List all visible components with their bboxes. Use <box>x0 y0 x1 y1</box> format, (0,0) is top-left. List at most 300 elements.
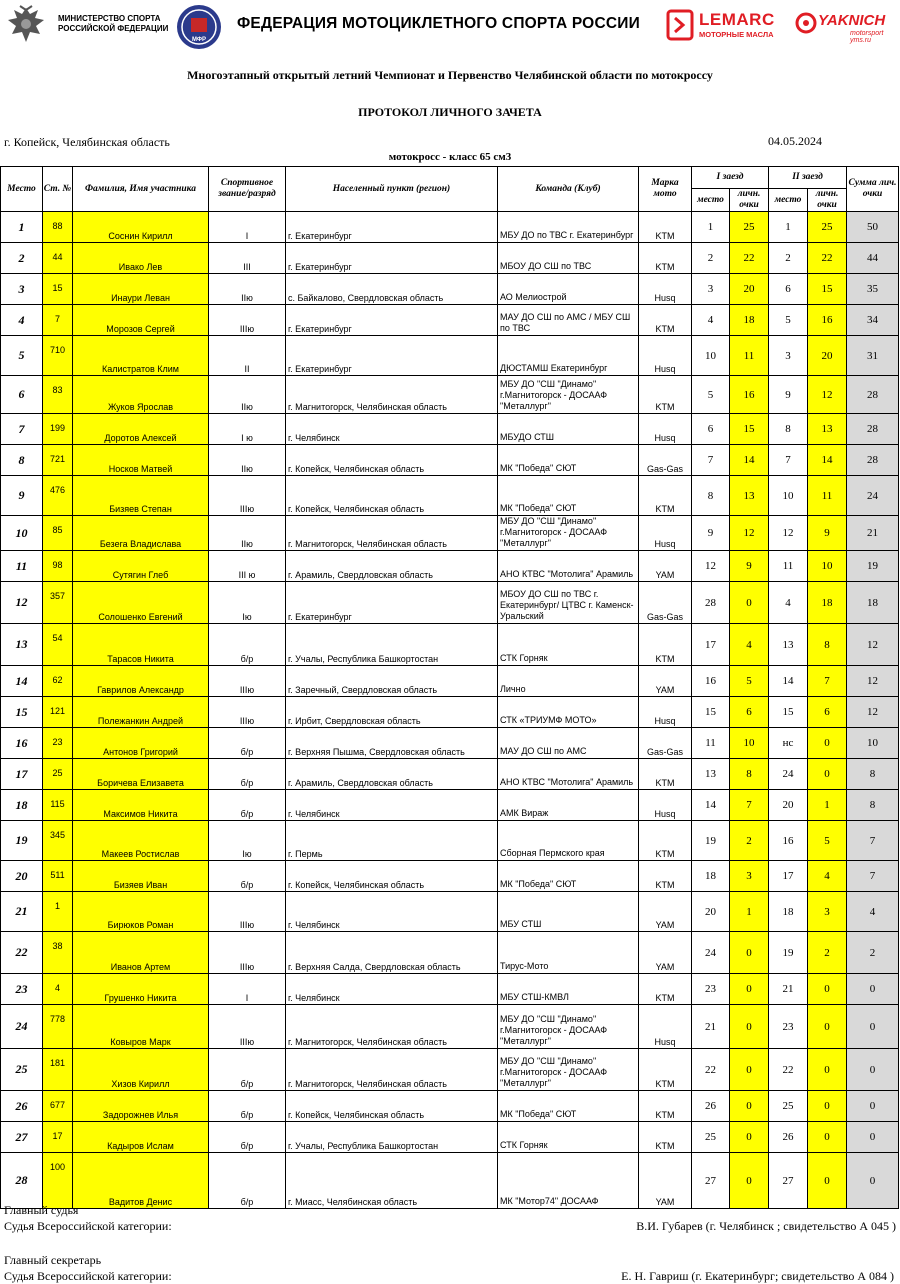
row-race-2-points: 3 <box>808 892 847 932</box>
col-team: Команда (Клуб) <box>498 167 639 212</box>
row-name: Носков Матвей <box>73 445 209 476</box>
row-sum: 12 <box>847 624 899 666</box>
row-race-1-place: 12 <box>692 551 730 582</box>
row-name: Жуков Ярослав <box>73 376 209 414</box>
row-race-2-place: 23 <box>769 1005 808 1049</box>
row-race-2-place: 14 <box>769 666 808 697</box>
row-number: 199 <box>43 414 73 445</box>
row-race-1-points: 16 <box>730 376 769 414</box>
col-name: Фамилия, Имя участника <box>73 167 209 212</box>
row-city: г. Челябинск <box>286 892 498 932</box>
yaknich-name: YAKNICH <box>818 12 886 29</box>
table-row <box>1 624 899 666</box>
row-race-1-points: 5 <box>730 666 769 697</box>
table-row <box>1 1091 899 1122</box>
row-city: г. Магнитогорск, Челябинская область <box>286 516 498 551</box>
row-race-2-place: 12 <box>769 516 808 551</box>
row-rank: I ю <box>209 414 286 445</box>
row-place: 11 <box>1 551 43 582</box>
row-sum: 7 <box>847 821 899 861</box>
row-number: 677 <box>43 1091 73 1122</box>
row-race-2-points: 7 <box>808 666 847 697</box>
lemarc-name: LEMARC <box>699 10 775 29</box>
row-city: г. Магнитогорск, Челябинская область <box>286 1005 498 1049</box>
row-race-2-place: 10 <box>769 476 808 516</box>
row-place: 26 <box>1 1091 43 1122</box>
table-row <box>1 274 899 305</box>
row-rank: б/р <box>209 1049 286 1091</box>
row-race-2-place: 19 <box>769 932 808 974</box>
col-moto: Марка мото <box>639 167 692 212</box>
row-place: 8 <box>1 445 43 476</box>
row-number: 15 <box>43 274 73 305</box>
row-team: МБОУ ДО СШ по ТВС г. Екатеринбург/ ЦТВС г. Каменск-Уральский <box>498 582 639 624</box>
row-race-2-place: 25 <box>769 1091 808 1122</box>
row-place: 12 <box>1 582 43 624</box>
row-place: 15 <box>1 697 43 728</box>
row-place: 1 <box>1 212 43 243</box>
yaknich-subtitle: motorsport yms.ru <box>850 30 884 44</box>
row-race-1-place: 17 <box>692 624 730 666</box>
event-location: г. Копейск, Челябинская область <box>4 135 170 149</box>
row-rank: IIю <box>209 445 286 476</box>
row-place: 14 <box>1 666 43 697</box>
row-team: МК "Мотор74" ДОСААФ <box>498 1153 639 1209</box>
row-number: 88 <box>43 212 73 243</box>
table-row <box>1 336 899 376</box>
row-team: МБУ ДО по ТВС г. Екатеринбург <box>498 212 639 243</box>
row-number: 710 <box>43 336 73 376</box>
row-race-2-place: 17 <box>769 861 808 892</box>
row-moto: YAM <box>639 932 692 974</box>
protocol-title: ПРОТОКОЛ ЛИЧНОГО ЗАЧЕТА <box>358 105 542 119</box>
table-row <box>1 212 899 243</box>
row-name: Боричева Елизавета <box>73 759 209 790</box>
table-row <box>1 697 899 728</box>
row-race-1-points: 0 <box>730 1122 769 1153</box>
row-team: МБУ СТШ <box>498 892 639 932</box>
row-race-2-place: 5 <box>769 305 808 336</box>
row-team: МБУДО СТШ <box>498 414 639 445</box>
row-rank: I <box>209 974 286 1005</box>
row-race-1-points: 0 <box>730 1091 769 1122</box>
row-rank: IIю <box>209 516 286 551</box>
row-place: 23 <box>1 974 43 1005</box>
table-row <box>1 445 899 476</box>
row-race-1-place: 27 <box>692 1153 730 1209</box>
row-moto: KTM <box>639 305 692 336</box>
row-race-2-points: 0 <box>808 974 847 1005</box>
row-race-1-points: 25 <box>730 212 769 243</box>
chief-secretary-category: Судья Всероссийской категории: <box>4 1269 172 1283</box>
row-race-1-place: 9 <box>692 516 730 551</box>
row-team: МАУ ДО СШ по АМС / МБУ СШ по ТВС <box>498 305 639 336</box>
page-header <box>0 0 900 52</box>
row-race-1-points: 13 <box>730 476 769 516</box>
row-race-2-points: 0 <box>808 1122 847 1153</box>
col-place: Место <box>1 167 43 212</box>
row-race-2-points: 0 <box>808 1091 847 1122</box>
row-race-2-points: 18 <box>808 582 847 624</box>
row-name: Полежанкин Андрей <box>73 697 209 728</box>
row-team: МК "Победа" СЮТ <box>498 1091 639 1122</box>
row-race-2-points: 22 <box>808 243 847 274</box>
row-rank: б/р <box>209 861 286 892</box>
row-place: 3 <box>1 274 43 305</box>
row-sum: 34 <box>847 305 899 336</box>
row-race-1-place: 22 <box>692 1049 730 1091</box>
row-team: МБУ ДО "СШ "Динамо" г.Магнитогорск - ДОСААФ "Металлург" <box>498 376 639 414</box>
row-city: г. Заречный, Свердловская область <box>286 666 498 697</box>
row-team: Тирус-Мото <box>498 932 639 974</box>
table-row <box>1 821 899 861</box>
row-team: СТК «ТРИУМФ МОТО» <box>498 697 639 728</box>
row-race-2-place: 8 <box>769 414 808 445</box>
row-city: г. Екатеринбург <box>286 336 498 376</box>
col-race-1-place: место <box>692 189 730 212</box>
yaknich-emblem-icon <box>795 12 817 34</box>
row-moto: KTM <box>639 1122 692 1153</box>
row-number: 23 <box>43 728 73 759</box>
row-race-2-place: 22 <box>769 1049 808 1091</box>
table-row <box>1 728 899 759</box>
row-race-2-points: 15 <box>808 274 847 305</box>
row-race-1-points: 11 <box>730 336 769 376</box>
row-place: 17 <box>1 759 43 790</box>
row-rank: I <box>209 212 286 243</box>
row-race-2-place: 21 <box>769 974 808 1005</box>
table-row <box>1 376 899 414</box>
row-race-2-points: 4 <box>808 861 847 892</box>
row-name: Ковыров Марк <box>73 1005 209 1049</box>
row-sum: 2 <box>847 932 899 974</box>
chief-secretary-name: Е. Н. Гавриш (г. Екатеринбург; свидетельство А 084 ) <box>621 1269 894 1283</box>
row-race-2-place: 24 <box>769 759 808 790</box>
lemarc-subtitle: МОТОРНЫЕ МАСЛА <box>699 30 774 39</box>
row-moto: Husq <box>639 274 692 305</box>
championship-title: Многоэтапный открытый летний Чемпионат и Первенство Челябинской области по мотокроссу <box>187 68 713 82</box>
row-race-2-place: 6 <box>769 274 808 305</box>
row-name: Соснин Кирилл <box>73 212 209 243</box>
row-place: 16 <box>1 728 43 759</box>
row-name: Максимов Никита <box>73 790 209 821</box>
row-race-1-place: 21 <box>692 1005 730 1049</box>
table-row <box>1 974 899 1005</box>
row-race-2-points: 13 <box>808 414 847 445</box>
chief-judge-category: Судья Всероссийской категории: <box>4 1219 172 1233</box>
row-race-2-points: 2 <box>808 932 847 974</box>
row-race-2-place: нс <box>769 728 808 759</box>
row-race-1-points: 2 <box>730 821 769 861</box>
row-race-1-place: 25 <box>692 1122 730 1153</box>
row-race-1-place: 16 <box>692 666 730 697</box>
row-city: г. Копейск, Челябинская область <box>286 1091 498 1122</box>
header-row <box>1 167 899 189</box>
row-sum: 12 <box>847 697 899 728</box>
row-moto: KTM <box>639 243 692 274</box>
row-race-2-place: 2 <box>769 243 808 274</box>
chief-judge-name: В.И. Губарев (г. Челябинск ; свидетельство А 045 ) <box>636 1219 896 1233</box>
row-moto: KTM <box>639 861 692 892</box>
row-city: г. Екатеринбург <box>286 582 498 624</box>
row-race-1-points: 18 <box>730 305 769 336</box>
row-place: 28 <box>1 1153 43 1209</box>
row-race-2-place: 15 <box>769 697 808 728</box>
row-team: СТК Горняк <box>498 624 639 666</box>
row-race-1-points: 7 <box>730 790 769 821</box>
row-name: Кадыров Ислам <box>73 1122 209 1153</box>
row-race-2-points: 8 <box>808 624 847 666</box>
row-race-1-place: 19 <box>692 821 730 861</box>
row-race-2-place: 3 <box>769 336 808 376</box>
row-race-1-place: 15 <box>692 697 730 728</box>
row-number: 25 <box>43 759 73 790</box>
chief-secretary-title: Главный секретарь <box>4 1253 102 1267</box>
row-city: г. Екатеринбург <box>286 243 498 274</box>
ministry-name <box>58 14 168 34</box>
row-team: МБУ ДО "СШ "Динамо" г.Магнитогорск - ДОСААФ "Металлург" <box>498 1005 639 1049</box>
class-title: мотокросс - класс 65 см3 <box>388 151 512 163</box>
row-number: 98 <box>43 551 73 582</box>
table-row <box>1 1153 899 1209</box>
row-race-1-points: 14 <box>730 445 769 476</box>
row-sum: 28 <box>847 445 899 476</box>
row-team: ДЮСТАМШ Екатеринбург <box>498 336 639 376</box>
table-row <box>1 759 899 790</box>
row-team: Лично <box>498 666 639 697</box>
row-number: 17 <box>43 1122 73 1153</box>
lemarc-emblem-icon <box>665 8 695 42</box>
row-number: 44 <box>43 243 73 274</box>
row-moto: KTM <box>639 624 692 666</box>
row-number: 54 <box>43 624 73 666</box>
row-sum: 12 <box>847 666 899 697</box>
row-name: Бизяев Степан <box>73 476 209 516</box>
row-race-2-points: 0 <box>808 1153 847 1209</box>
row-sum: 10 <box>847 728 899 759</box>
row-name: Задорожнев Илья <box>73 1091 209 1122</box>
table-row <box>1 1005 899 1049</box>
row-sum: 0 <box>847 974 899 1005</box>
table-row <box>1 1122 899 1153</box>
federation-title: ФЕДЕРАЦИЯ МОТОЦИКЛЕТНОГО СПОРТА РОССИИ <box>237 15 640 32</box>
row-race-1-points: 9 <box>730 551 769 582</box>
row-rank: IIIю <box>209 1005 286 1049</box>
row-city: г. Ирбит, Свердловская область <box>286 697 498 728</box>
row-name: Иванов Артем <box>73 932 209 974</box>
row-name: Ивако Лев <box>73 243 209 274</box>
row-moto: KTM <box>639 974 692 1005</box>
row-name: Антонов Григорий <box>73 728 209 759</box>
row-race-2-place: 26 <box>769 1122 808 1153</box>
row-rank: б/р <box>209 728 286 759</box>
row-city: г. Екатеринбург <box>286 212 498 243</box>
row-rank: IIIю <box>209 305 286 336</box>
row-sum: 50 <box>847 212 899 243</box>
row-place: 5 <box>1 336 43 376</box>
row-sum: 7 <box>847 861 899 892</box>
row-name: Вадитов Денис <box>73 1153 209 1209</box>
row-moto: YAM <box>639 1153 692 1209</box>
col-race-2: II заезд <box>769 167 847 189</box>
row-number: 85 <box>43 516 73 551</box>
row-moto: KTM <box>639 376 692 414</box>
row-rank: б/р <box>209 790 286 821</box>
row-rank: IIIю <box>209 932 286 974</box>
row-rank: б/р <box>209 1122 286 1153</box>
row-sum: 28 <box>847 414 899 445</box>
row-number: 100 <box>43 1153 73 1209</box>
row-race-2-place: 18 <box>769 892 808 932</box>
table-row <box>1 305 899 336</box>
row-team: МБУ СТШ-КМВЛ <box>498 974 639 1005</box>
row-race-1-points: 6 <box>730 697 769 728</box>
row-city: г. Магнитогорск, Челябинская область <box>286 376 498 414</box>
row-race-1-points: 12 <box>730 516 769 551</box>
row-sum: 28 <box>847 376 899 414</box>
row-name: Бирюков Роман <box>73 892 209 932</box>
row-team: Сборная Пермского края <box>498 821 639 861</box>
row-race-2-points: 9 <box>808 516 847 551</box>
row-race-2-points: 1 <box>808 790 847 821</box>
row-number: 511 <box>43 861 73 892</box>
row-place: 24 <box>1 1005 43 1049</box>
row-team: МБОУ ДО СШ по ТВС <box>498 243 639 274</box>
table-row <box>1 516 899 551</box>
row-place: 13 <box>1 624 43 666</box>
row-city: г. Челябинск <box>286 974 498 1005</box>
row-city: г. Арамиль, Свердловская область <box>286 551 498 582</box>
table-row <box>1 414 899 445</box>
row-city: г. Челябинск <box>286 414 498 445</box>
row-sum: 0 <box>847 1153 899 1209</box>
row-moto: KTM <box>639 476 692 516</box>
row-rank: IIю <box>209 274 286 305</box>
row-name: Солошенко Евгений <box>73 582 209 624</box>
row-race-2-points: 0 <box>808 728 847 759</box>
row-race-1-points: 0 <box>730 582 769 624</box>
row-race-1-place: 24 <box>692 932 730 974</box>
row-place: 6 <box>1 376 43 414</box>
row-rank: III ю <box>209 551 286 582</box>
row-rank: Iю <box>209 821 286 861</box>
row-race-2-place: 16 <box>769 821 808 861</box>
row-city: г. Копейск, Челябинская область <box>286 445 498 476</box>
table-row <box>1 582 899 624</box>
row-place: 18 <box>1 790 43 821</box>
row-place: 2 <box>1 243 43 274</box>
row-city: г. Челябинск <box>286 790 498 821</box>
row-city: г. Копейск, Челябинская область <box>286 861 498 892</box>
row-sum: 44 <box>847 243 899 274</box>
row-race-1-place: 7 <box>692 445 730 476</box>
row-sum: 18 <box>847 582 899 624</box>
row-race-1-place: 4 <box>692 305 730 336</box>
row-race-1-place: 14 <box>692 790 730 821</box>
row-moto: YAM <box>639 551 692 582</box>
row-sum: 31 <box>847 336 899 376</box>
row-number: 7 <box>43 305 73 336</box>
event-date: 04.05.2024 <box>768 134 822 148</box>
row-race-2-points: 20 <box>808 336 847 376</box>
row-moto: Gas-Gas <box>639 445 692 476</box>
row-race-1-place: 8 <box>692 476 730 516</box>
row-city: г. Миасс, Челябинская область <box>286 1153 498 1209</box>
row-rank: III <box>209 243 286 274</box>
row-rank: IIю <box>209 376 286 414</box>
row-name: Макеев Ростислав <box>73 821 209 861</box>
table-row <box>1 790 899 821</box>
col-race-1-points: личн. очки <box>730 189 769 212</box>
row-name: Бизяев Иван <box>73 861 209 892</box>
row-race-1-place: 23 <box>692 974 730 1005</box>
row-rank: б/р <box>209 1153 286 1209</box>
row-city: г. Екатеринбург <box>286 305 498 336</box>
row-rank: IIIю <box>209 476 286 516</box>
row-rank: Iю <box>209 582 286 624</box>
row-city: г. Копейск, Челябинская область <box>286 476 498 516</box>
row-rank: б/р <box>209 759 286 790</box>
row-place: 22 <box>1 932 43 974</box>
col-race-2-place: место <box>769 189 808 212</box>
row-name: Калистратов Клим <box>73 336 209 376</box>
row-race-2-points: 16 <box>808 305 847 336</box>
row-sum: 4 <box>847 892 899 932</box>
row-rank: IIIю <box>209 666 286 697</box>
row-race-1-place: 1 <box>692 212 730 243</box>
row-place: 19 <box>1 821 43 861</box>
row-name: Сутягин Глеб <box>73 551 209 582</box>
row-race-2-points: 0 <box>808 1005 847 1049</box>
row-race-2-place: 27 <box>769 1153 808 1209</box>
row-race-2-points: 14 <box>808 445 847 476</box>
row-name: Тарасов Никита <box>73 624 209 666</box>
row-team: АНО КТВС "Мотолига" Арамиль <box>498 759 639 790</box>
row-moto: KTM <box>639 1049 692 1091</box>
row-sum: 8 <box>847 759 899 790</box>
row-race-1-points: 0 <box>730 932 769 974</box>
row-race-1-place: 11 <box>692 728 730 759</box>
row-number: 115 <box>43 790 73 821</box>
col-sum: Сумма лич. очки <box>847 167 899 212</box>
row-name: Хизов Кирилл <box>73 1049 209 1091</box>
row-sum: 0 <box>847 1005 899 1049</box>
row-place: 4 <box>1 305 43 336</box>
row-race-2-place: 20 <box>769 790 808 821</box>
row-race-1-points: 0 <box>730 974 769 1005</box>
row-moto: Husq <box>639 414 692 445</box>
row-moto: Husq <box>639 790 692 821</box>
row-race-1-points: 3 <box>730 861 769 892</box>
row-place: 9 <box>1 476 43 516</box>
row-moto: Husq <box>639 336 692 376</box>
row-number: 121 <box>43 697 73 728</box>
table-row <box>1 932 899 974</box>
row-race-1-place: 18 <box>692 861 730 892</box>
row-race-1-points: 10 <box>730 728 769 759</box>
row-race-1-place: 6 <box>692 414 730 445</box>
table-row <box>1 666 899 697</box>
row-race-2-points: 6 <box>808 697 847 728</box>
table-row <box>1 892 899 932</box>
row-team: МБУ ДО "СШ "Динамо" г.Магнитогорск - ДОСААФ "Металлург" <box>498 516 639 551</box>
row-team: МК "Победа" СЮТ <box>498 476 639 516</box>
ministry-line-1: МИНИСТЕРСТВО СПОРТА <box>58 14 161 23</box>
row-number: 345 <box>43 821 73 861</box>
row-city: г. Верхняя Пышма, Свердловская область <box>286 728 498 759</box>
row-race-1-place: 28 <box>692 582 730 624</box>
row-number: 83 <box>43 376 73 414</box>
